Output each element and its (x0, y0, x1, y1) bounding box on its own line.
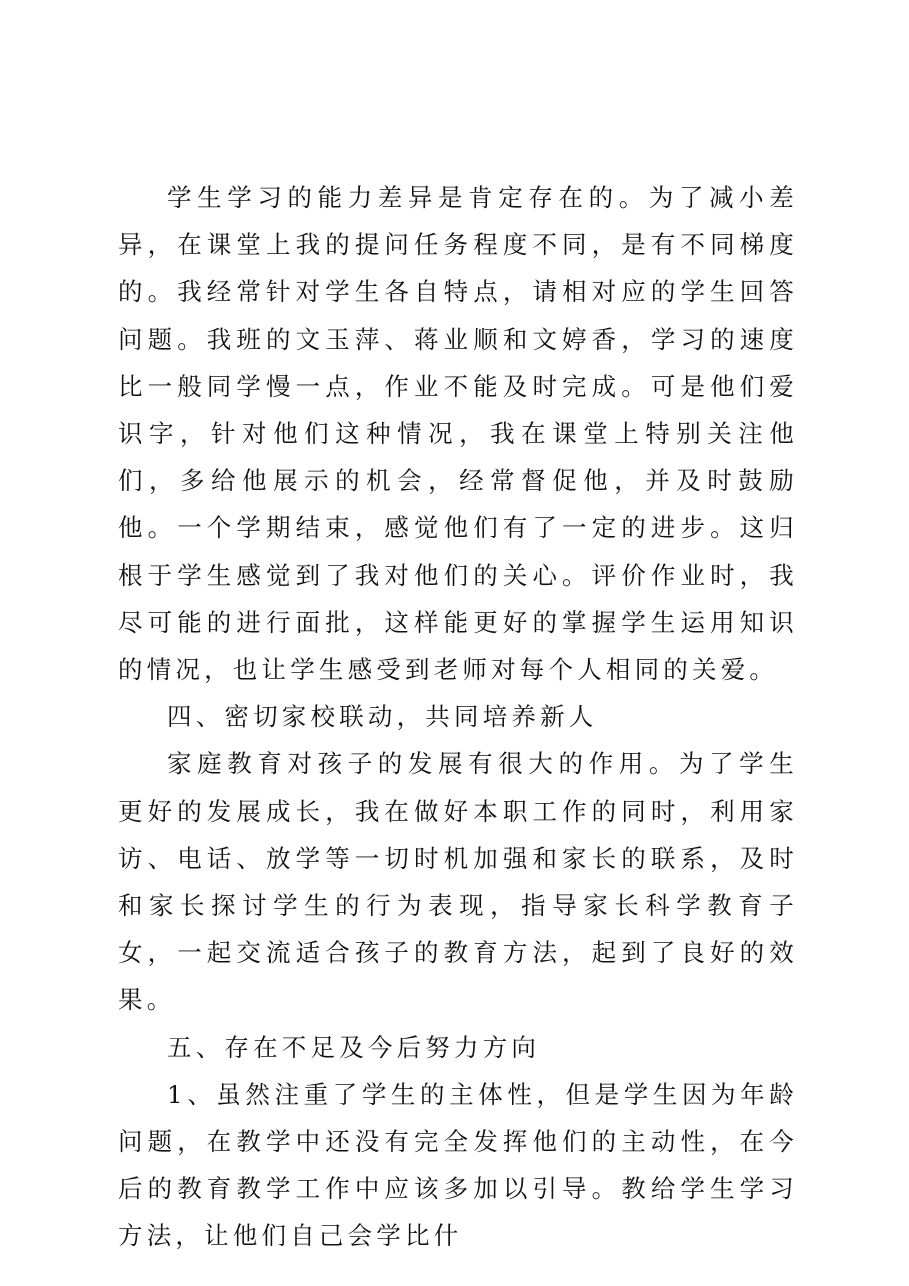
paragraph-improvement-1: 1、虽然注重了学生的主体性，但是学生因为年龄问题，在教学中还没有完全发挥他们的主动性，在今后的教育教学工作中应该多加以引导。教给学生学习方法，让他们自己会学比什 (118, 1079, 798, 1251)
document-body (118, 174, 798, 1260)
section-heading-shortcomings: 五、存在不足及今后努力方向 (167, 1032, 541, 1062)
section-heading-home-school: 四、密切家校联动，共同培养新人 (167, 702, 598, 732)
paragraph-differences: 学生学习的能力差异是肯定存在的。为了减小差异，在课堂上我的提问任务程度不同，是有不同梯度的。我经常针对学生各自特点，请相对应的学生回答问题。我班的文玉萍、蒋业顺和文婷香，学习的速度比一般同学慢一点，作业不能及时完成。可是他们爱识字，针对他们这种情况，我在课堂上特别关注他们，多给他展示的机会，经常督促他，并及时鼓励他。一个学期结束，感觉他们有了一定的进步。这归根于学生感觉到了我对他们的关心。评价作业时，我尽可能的进行面批，这样能更好的掌握学生运用知识的情况，也让学生感受到老师对每个人相同的关爱。 (118, 183, 798, 685)
paragraph-family-education: 家庭教育对孩子的发展有很大的作用。为了学生更好的发展成长，我在做好本职工作的同时，利用家访、电话、放学等一切时机加强和家长的联系，及时和家长探讨学生的行为表现，指导家长科学教育子女，一起交流适合孩子的教育方法，起到了良好的效果。 (118, 749, 798, 1015)
